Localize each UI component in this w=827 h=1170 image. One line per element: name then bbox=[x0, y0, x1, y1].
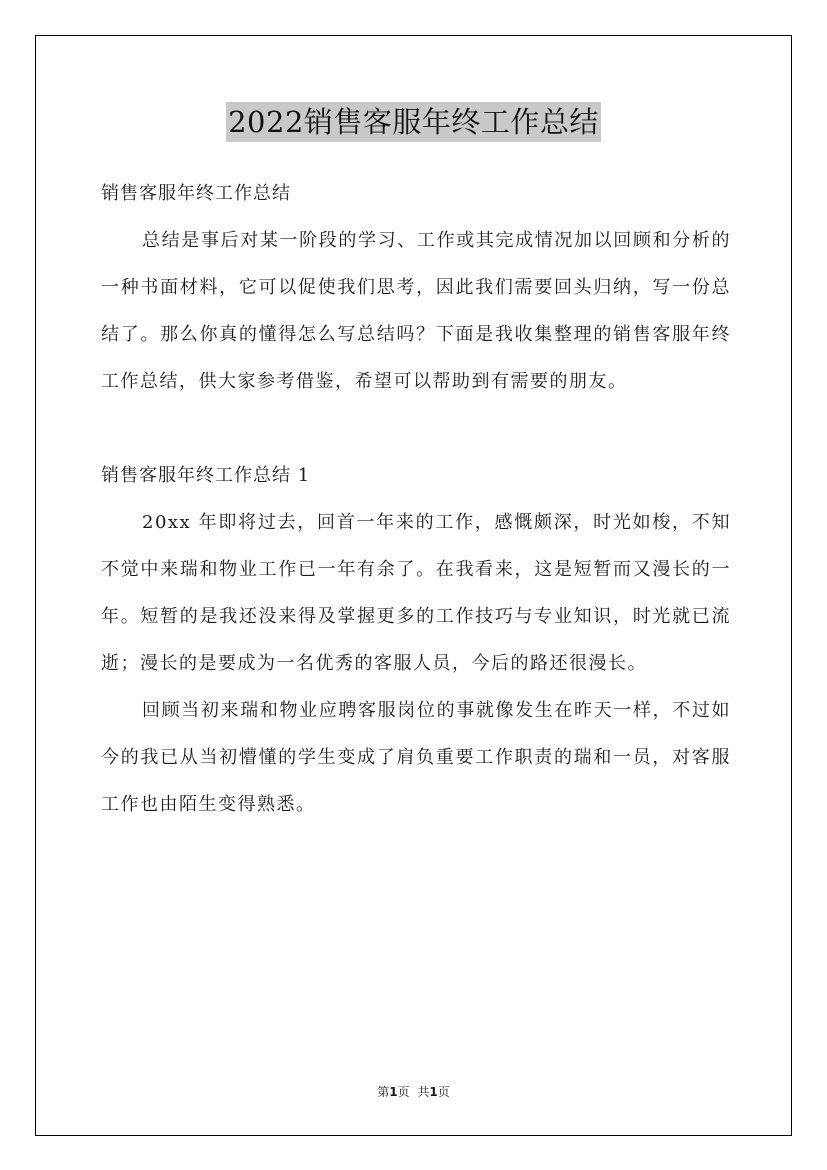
title-container bbox=[0, 102, 827, 142]
section-spacer bbox=[101, 405, 731, 452]
paragraph: 总结是事后对某一阶段的学习、工作或其完成情况加以回顾和分析的一种书面材料，它可以促使我们思考，因此我们需要回头归纳，写一份总结了。那么你真的懂得怎么写总结吗？下面是我收集整理的销售客服年终工作总结，供大家参考借鉴，希望可以帮助到有需要的朋友。 bbox=[101, 230, 731, 392]
page-total-number: 1 bbox=[429, 1085, 438, 1099]
section-heading: 销售客服年终工作总结 bbox=[101, 183, 291, 204]
document-body bbox=[101, 170, 731, 828]
document-title: 2022销售客服年终工作总结 bbox=[226, 102, 601, 142]
section-heading: 销售客服年终工作总结 1 bbox=[101, 465, 311, 486]
page-footer bbox=[0, 1084, 827, 1100]
page-label-suffix: 页 bbox=[397, 1085, 410, 1099]
page-current-number: 1 bbox=[389, 1085, 398, 1099]
paragraph: 20xx 年即将过去，回首一年来的工作，感慨颇深，时光如梭，不知不觉中来瑞和物业工作已一年有余了。在我看来，这是短暂而又漫长的一年。短暂的是我还没来得及掌握更多的工作技巧与专业知识，时光就已流逝；漫长的是要成为一名优秀的客服人员，今后的路还很漫长。 bbox=[101, 512, 731, 674]
paragraph: 回顾当初来瑞和物业应聘客服岗位的事就像发生在昨天一样，不过如今的我已从当初懵懂的学生变成了肩负重要工作职责的瑞和一员，对客服工作也由陌生变得熟悉。 bbox=[101, 700, 731, 815]
total-label-prefix: 共 bbox=[417, 1085, 430, 1099]
page-label-prefix: 第 bbox=[377, 1085, 390, 1099]
total-label-suffix: 页 bbox=[437, 1085, 450, 1099]
